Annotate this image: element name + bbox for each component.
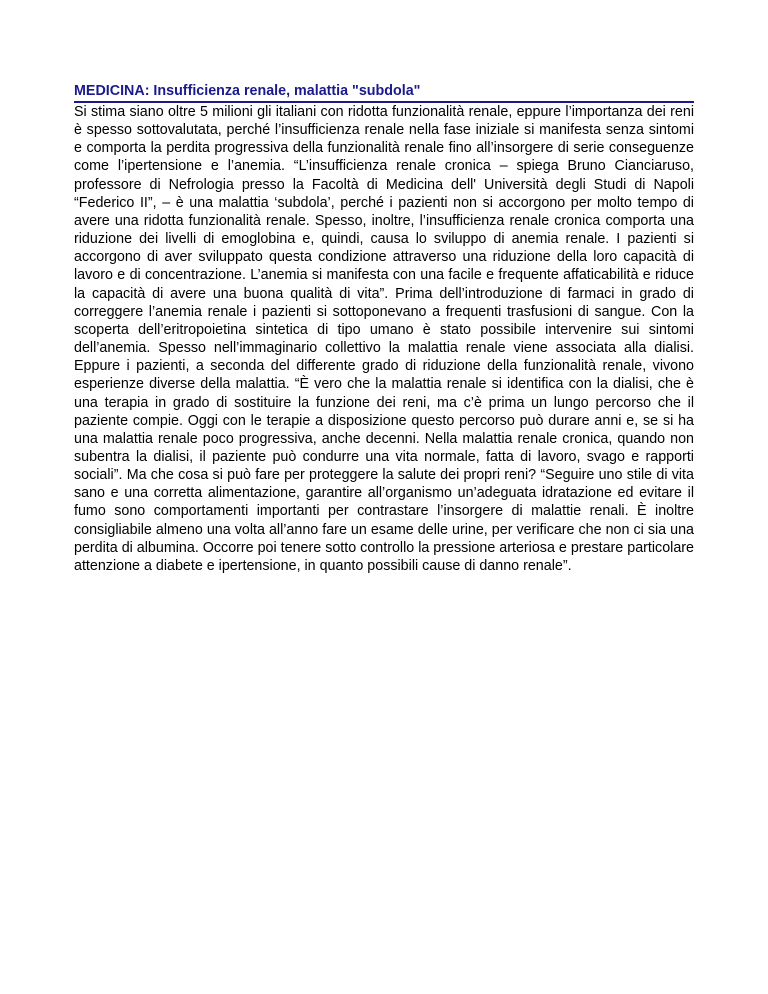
document-page: [74, 82, 694, 575]
article-title: MEDICINA: Insufficienza renale, malattia "subdola": [74, 82, 694, 103]
article-body: Si stima siano oltre 5 milioni gli italiani con ridotta funzionalità renale, eppure l’importanza dei reni è spesso sottovalutata, perché l’insufficienza renale nella fase iniziale si manifesta senza sintomi e comporta la perdita progressiva della funzionalità renale fino all’insorgere di serie conseguenze come l’ipertensione e l’anemia. “L’insufficienza renale cronica – spiega Bruno Cianciaruso, professore di Nefrologia presso la Facoltà di Medicina dell' Università degli Studi di Napoli “Federico II”, – è una malattia ‘subdola’, perché i pazienti non si accorgono per molto tempo di avere una ridotta funzionalità renale. Spesso, inoltre, l’insufficienza renale cronica comporta una riduzione dei livelli di emoglobina e, quindi, causa lo sviluppo di anemia renale. I pazienti si accorgono di aver sviluppato questa condizione attraverso una riduzione della loro capacità di lavoro e di concentrazione. L’anemia si manifesta con una facile e frequente affaticabilità e riduce la capacità di avere una buona qualità di vita”. Prima dell’introduzione di farmaci in grado di correggere l’anemia renale i pazienti si sottoponevano a frequenti trasfusioni di sangue. Con la scoperta dell’eritropoietina sintetica di tipo umano è stato possibile intervenire sui sintomi dell’anemia. Spesso nell’immaginario collettivo la malattia renale viene associata alla dialisi. Eppure i pazienti, a seconda del differente grado di riduzione della funzionalità renale, vivono esperienze diverse della malattia. “È vero che la malattia renale si identifica con la dialisi, che è una terapia in grado di sostituire la funzione dei reni, ma c’è prima un lungo percorso che il paziente compie. Oggi con le terapie a disposizione questo percorso può durare anni e, se si ha una malattia renale poco progressiva, anche decenni. Nella malattia renale cronica, quando non subentra la dialisi, il paziente può condurre una vita normale, fatta di lavoro, svago e rapporti sociali”. Ma che cosa si può fare per proteggere la salute dei propri reni? “Seguire uno stile di vita sano e una corretta alimentazione, garantire all’organismo un’adeguata idratazione ed evitare il fumo sono comportamenti importanti per contrastare l’insorgere di malattie renali. È inoltre consigliabile almeno una volta all’anno fare un esame delle urine, per verificare che non ci sia una perdita di albumina. Occorre poi tenere sotto controllo la pressione arteriosa e prestare particolare attenzione a diabete e ipertensione, in quanto possibili cause di danno renale”.: [74, 104, 694, 574]
